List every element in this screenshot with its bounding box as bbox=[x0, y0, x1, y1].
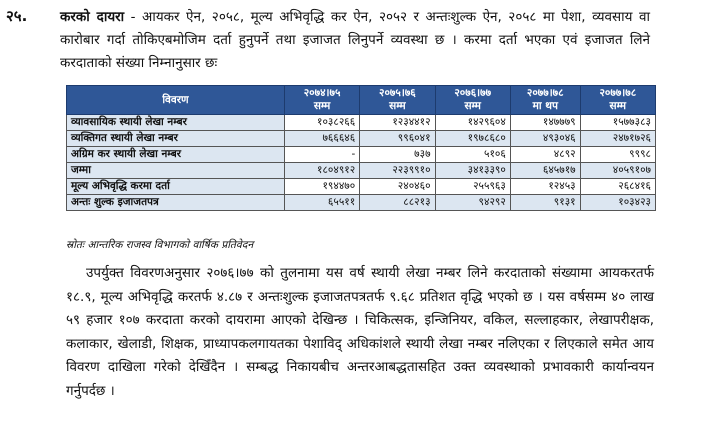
row-label: जम्मा bbox=[67, 163, 285, 179]
table-cell: २२३९९१० bbox=[360, 163, 435, 179]
table-cell: २५५९६३ bbox=[435, 179, 510, 195]
table-cell: ९४२९२ bbox=[435, 195, 510, 211]
header-col-5: २०७७।७८ सम्म bbox=[580, 86, 655, 115]
table-row bbox=[67, 179, 656, 195]
table-cell: ८८२१३ bbox=[360, 195, 435, 211]
table-cell: - bbox=[284, 147, 359, 163]
header-col-1: २०७४।७५ सम्म bbox=[284, 86, 359, 115]
table-row bbox=[67, 147, 656, 163]
table-cell: १९७८६८० bbox=[435, 131, 510, 147]
table-cell: ९९६०४१ bbox=[360, 131, 435, 147]
table-row bbox=[67, 131, 656, 147]
table-row bbox=[67, 163, 656, 179]
intro-text: - आयकर ऐन, २०५८, मूल्य अभिवृद्धि कर ऐन, २०५२ र अन्तःशुल्क ऐन, २०५८ मा पेशा, व्यवसाय वा कारोबार गर्दा तोकिएबमोजिम दर्ता हुनुपर्ने तथा इजाजत लिनुपर्ने व्यवस्था छ । करमा दर्ता भएका एवं इजाजत लिने करदाताको संख्या निम्नानुसार छः bbox=[60, 9, 650, 71]
source-note: स्रोतः आन्तरिक राजस्व विभागको वार्षिक प्रतिवेदन bbox=[66, 239, 254, 251]
section-number: २५. bbox=[6, 7, 28, 25]
table-cell: ४०५९१०७ bbox=[580, 163, 655, 179]
header-col-3: २०७६।७७ सम्म bbox=[435, 86, 510, 115]
table-cell: ९९९८ bbox=[580, 147, 655, 163]
row-label: अग्रिम कर स्थायी लेखा नम्बर bbox=[67, 147, 285, 163]
section-heading: करको दायरा bbox=[60, 9, 125, 25]
table-row bbox=[67, 195, 656, 211]
row-label: व्यक्तिगत स्थायी लेखा नम्बर bbox=[67, 131, 285, 147]
header-col-4: २०७७।७८ मा थप bbox=[510, 86, 580, 115]
table-cell: २४०४६० bbox=[360, 179, 435, 195]
table-cell: ६५५११ bbox=[284, 195, 359, 211]
row-label: अन्तः शुल्क इजाजतपत्र bbox=[67, 195, 285, 211]
table-cell: १५७७३८३ bbox=[580, 115, 655, 131]
table-cell: १४७७७९ bbox=[510, 115, 580, 131]
table-cell: १८०४९१२ bbox=[284, 163, 359, 179]
table-cell: १९४४७० bbox=[284, 179, 359, 195]
conclusion-paragraph: उपर्युक्त विवरणअनुसार २०७६।७७ को तुलनामा यस वर्ष स्थायी लेखा नम्बर लिने करदाताको संख्यामा आयकरतर्फ १८.९, मूल्य अभिवृद्धि करतर्फ ४.८७ र अन्तःशुल्क इजाजतपत्रतर्फ ९.६८ प्रतिशत वृद्धि भएको छ । यस वर्षसम्म ४० लाख ५९ हजार १०७ करदाता करको दायरामा आएको देखिन्छ । चिकित्सक, इन्जिनियर, वकिल, सल्लाहकार, लेखापरीक्षक, कलाकार, खेलाडी, शिक्षक, प्राध्यापकलगायतका पेशाविद् अधिकांशले स्थायी लेखा नम्बर नलिएका र लिएकाले समेत आय विवरण दाखिला गरेको देखिँदैन । सम्बद्ध निकायबीच अन्तरआबद्धतासहित उक्त व्यवस्थाको प्रभावकारी कार्यान्वयन गर्नुपर्दछ । bbox=[66, 265, 654, 399]
table-cell: ३४१३३९० bbox=[435, 163, 510, 179]
table-cell: ७३७ bbox=[360, 147, 435, 163]
table-cell: १०३४२३ bbox=[580, 195, 655, 211]
row-label: मूल्य अभिवृद्धि करमा दर्ता bbox=[67, 179, 285, 195]
table-cell: ७६६६४६ bbox=[284, 131, 359, 147]
table-cell: ५१०६ bbox=[435, 147, 510, 163]
table-cell: ९१३१ bbox=[510, 195, 580, 211]
table-cell: १०३८२६६ bbox=[284, 115, 359, 131]
table-cell: २४७१७२६ bbox=[580, 131, 655, 147]
table-header-row bbox=[67, 86, 656, 115]
table-cell: २६८४१६ bbox=[580, 179, 655, 195]
table-row bbox=[67, 115, 656, 131]
table-cell: ४९३०४६ bbox=[510, 131, 580, 147]
table-cell: १४२९६०४ bbox=[435, 115, 510, 131]
intro-paragraph bbox=[60, 6, 650, 75]
table-cell: ६४५७१७ bbox=[510, 163, 580, 179]
header-col-2: २०७५।७६ सम्म bbox=[360, 86, 435, 115]
table-cell: १२४५३ bbox=[510, 179, 580, 195]
table-cell: ४८९२ bbox=[510, 147, 580, 163]
table-cell: १२३४४१२ bbox=[360, 115, 435, 131]
header-description: विवरण bbox=[67, 86, 285, 115]
taxpayer-table bbox=[66, 85, 656, 211]
row-label: व्यावसायिक स्थायी लेखा नम्बर bbox=[67, 115, 285, 131]
